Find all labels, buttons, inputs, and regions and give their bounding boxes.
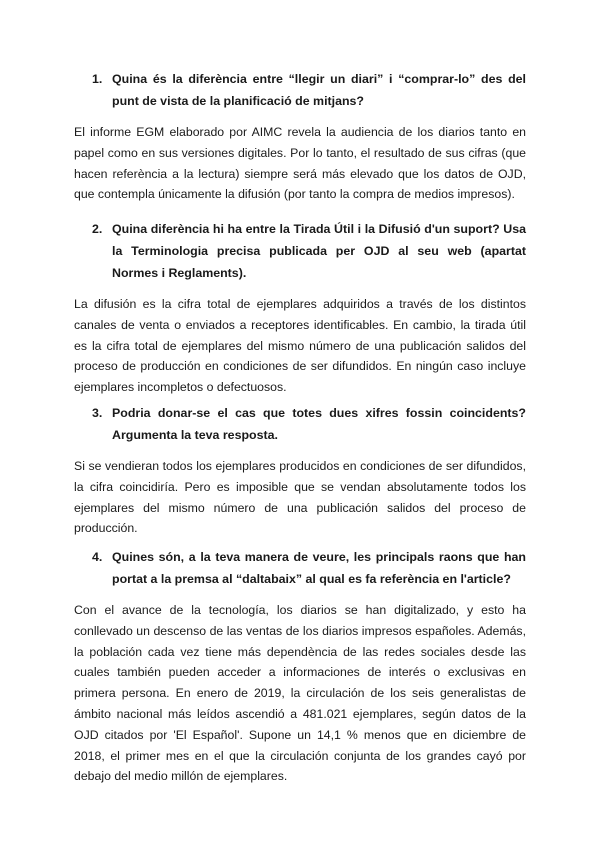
question-heading — [92, 218, 526, 284]
answer-paragraph: Si se vendieran todos los ejemplares producidos en condiciones de ser difundidos, la cifra coincidiría. Pero es imposible que se vendan absolutamente todos los ejemplares del mismo número de una publicación salidos del proceso de producción. — [74, 459, 526, 536]
question-block-1 — [74, 68, 526, 205]
question-number: 1. — [92, 72, 103, 86]
question-text: Quina és la diferència entre “llegir un diari” i “comprar-lo” des del punt de vista de la planificació de mitjans? — [112, 72, 526, 108]
question-heading — [92, 68, 526, 112]
question-text: Quines són, a la teva manera de veure, les principals raons que han portat a la premsa al “daltabaix” al qual es fa referència en l'article? — [112, 550, 526, 586]
question-block-4 — [74, 546, 526, 787]
answer-paragraph: El informe EGM elaborado por AIMC revela la audiencia de los diarios tanto en papel como en sus versiones digitales. Por lo tanto, el resultado de sus cifras (que hacen referència a la lectura) siempre será más elevado que los datos de OJD, que contempla únicamente la difusión (por tanto la compra de medios impresos). — [74, 125, 526, 202]
question-block-2 — [74, 218, 526, 398]
question-heading — [92, 402, 526, 446]
question-text: Podria donar-se el cas que totes dues xifres fossin coincidents? Argumenta la teva resposta. — [112, 406, 526, 442]
question-block-3 — [74, 402, 526, 539]
question-number: 3. — [92, 406, 103, 420]
answer-paragraph: Con el avance de la tecnología, los diarios se han digitalizado, y esto ha conllevado un descenso de las ventas de los diarios impresos españoles. Además, la población cada vez tiene más dependència de las redes sociales desde las cuales también pueden acceder a informaciones de interés o exclusivas en primera persona. En enero de 2019, la circulación de los seis generalistas de ámbito nacional más leídos ascendió a 481.021 ejemplares, según datos de la OJD citados por 'El Español'. Supone un 14,1 % menos que en diciembre de 2018, el primer mes en el que la circulación conjunta de los grandes cayó por debajo del medio millón de ejemplares. — [74, 603, 526, 784]
question-text: Quina diferència hi ha entre la Tirada Útil i la Difusió d'un suport? Usa la Terminologia precisa publicada per OJD al seu web (apartat Normes i Reglaments). — [112, 222, 526, 280]
question-heading — [92, 546, 526, 590]
answer-paragraph: La difusión es la cifra total de ejemplares adquiridos a través de los distintos canales de venta o enviados a receptores identificables. En cambio, la tirada útil es la cifra total de ejemplares del mismo número de una publicación salidos del proceso de producción en condiciones de ser difundidos. En ningún caso incluye ejemplares incompletos o defectuosos. — [74, 297, 526, 395]
question-number: 4. — [92, 550, 103, 564]
question-number: 2. — [92, 222, 103, 236]
